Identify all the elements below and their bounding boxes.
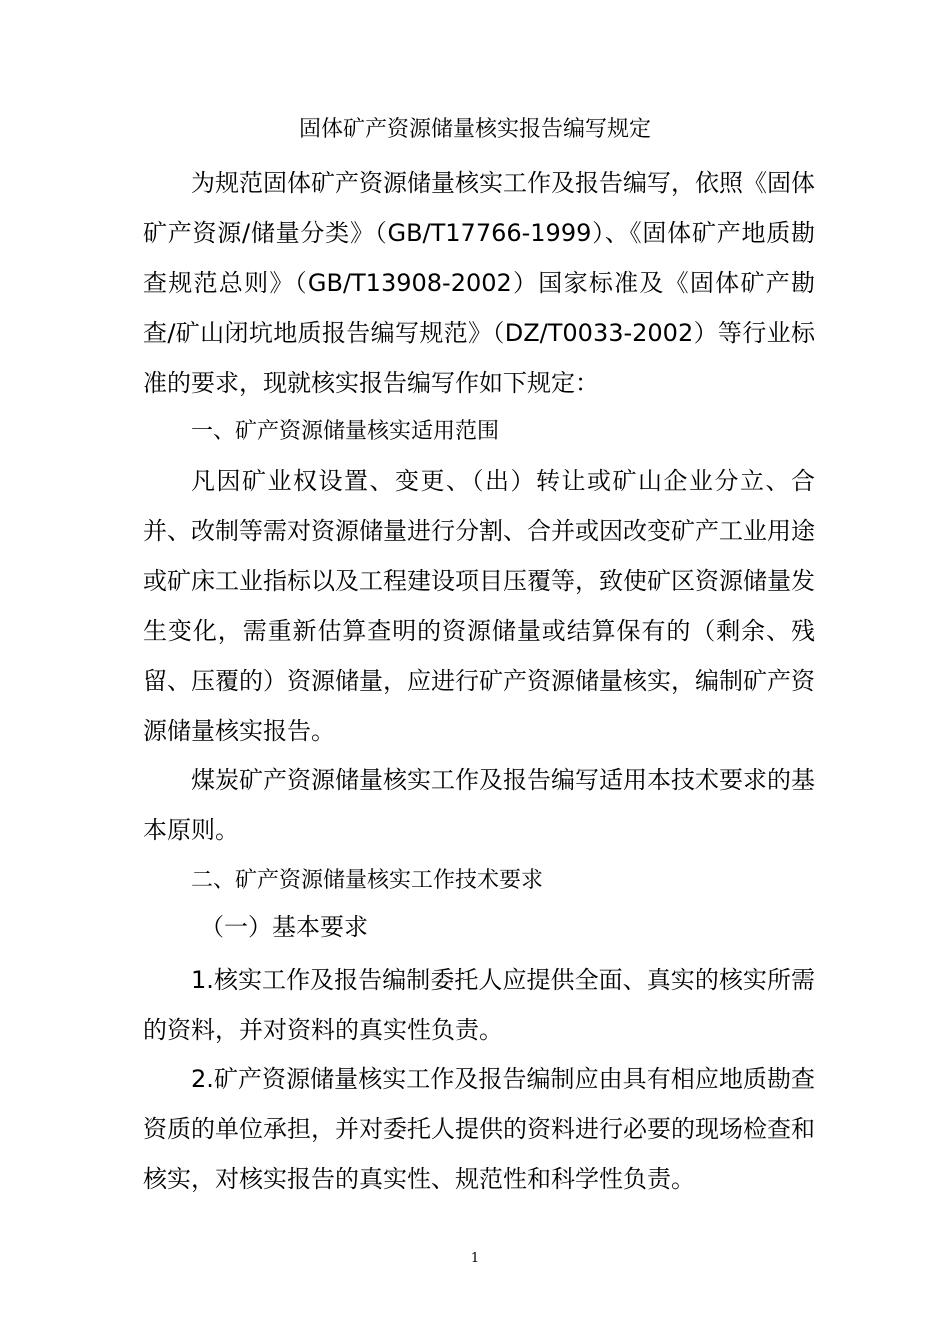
section-1-paragraph-2: 煤炭矿产资源储量核实工作及报告编写适用本技术要求的基本原则。 <box>143 766 815 844</box>
section-1-heading: 一、矿产资源储量核实适用范围 <box>191 419 500 444</box>
document-title: 固体矿产资源储量核实报告编写规定 <box>298 117 651 142</box>
page-number: 1 <box>470 1251 480 1266</box>
section-2-item-1: 1.核实工作及报告编制委托人应提供全面、真实的核实所需的资料，并对资料的真实性负责。 <box>143 966 815 1044</box>
section-2-item-2: 2.矿产资源储量核实工作及报告编制应由具有相应地质勘查资质的单位承担，并对委托人提供的资料进行必要的现场检查和核实，对核实报告的真实性、规范性和科学性负责。 <box>143 1065 815 1193</box>
intro-paragraph: 为规范固体矿产资源储量核实工作及报告编写，依照《固体矿产资源/储量分类》（GB/T17766-1999）、《固体矿产地质勘查规范总则》（GB/T13908-2002）国家标准及《固体矿产勘查/矿山闭坑地质报告编写规范》（DZ/T0033-2002）等行业标准的要求，现就核实报告编写作如下规定： <box>143 169 815 397</box>
section-1-paragraph-1: 凡因矿业权设置、变更、（出）转让或矿山企业分立、合并、改制等需对资源储量进行分割、合并或因改变矿产工业用途或矿床工业指标以及工程建设项目压覆等，致使矿区资源储量发生变化，需重新估算查明的资源储量或结算保有的（剩余、残留、压覆的）资源储量，应进行矿产资源储量核实，编制矿产资源储量核实报告。 <box>143 467 815 745</box>
section-2-heading: 二、矿产资源储量核实工作技术要求 <box>191 868 544 893</box>
section-2-subheading: （一）基本要求 <box>200 913 368 941</box>
